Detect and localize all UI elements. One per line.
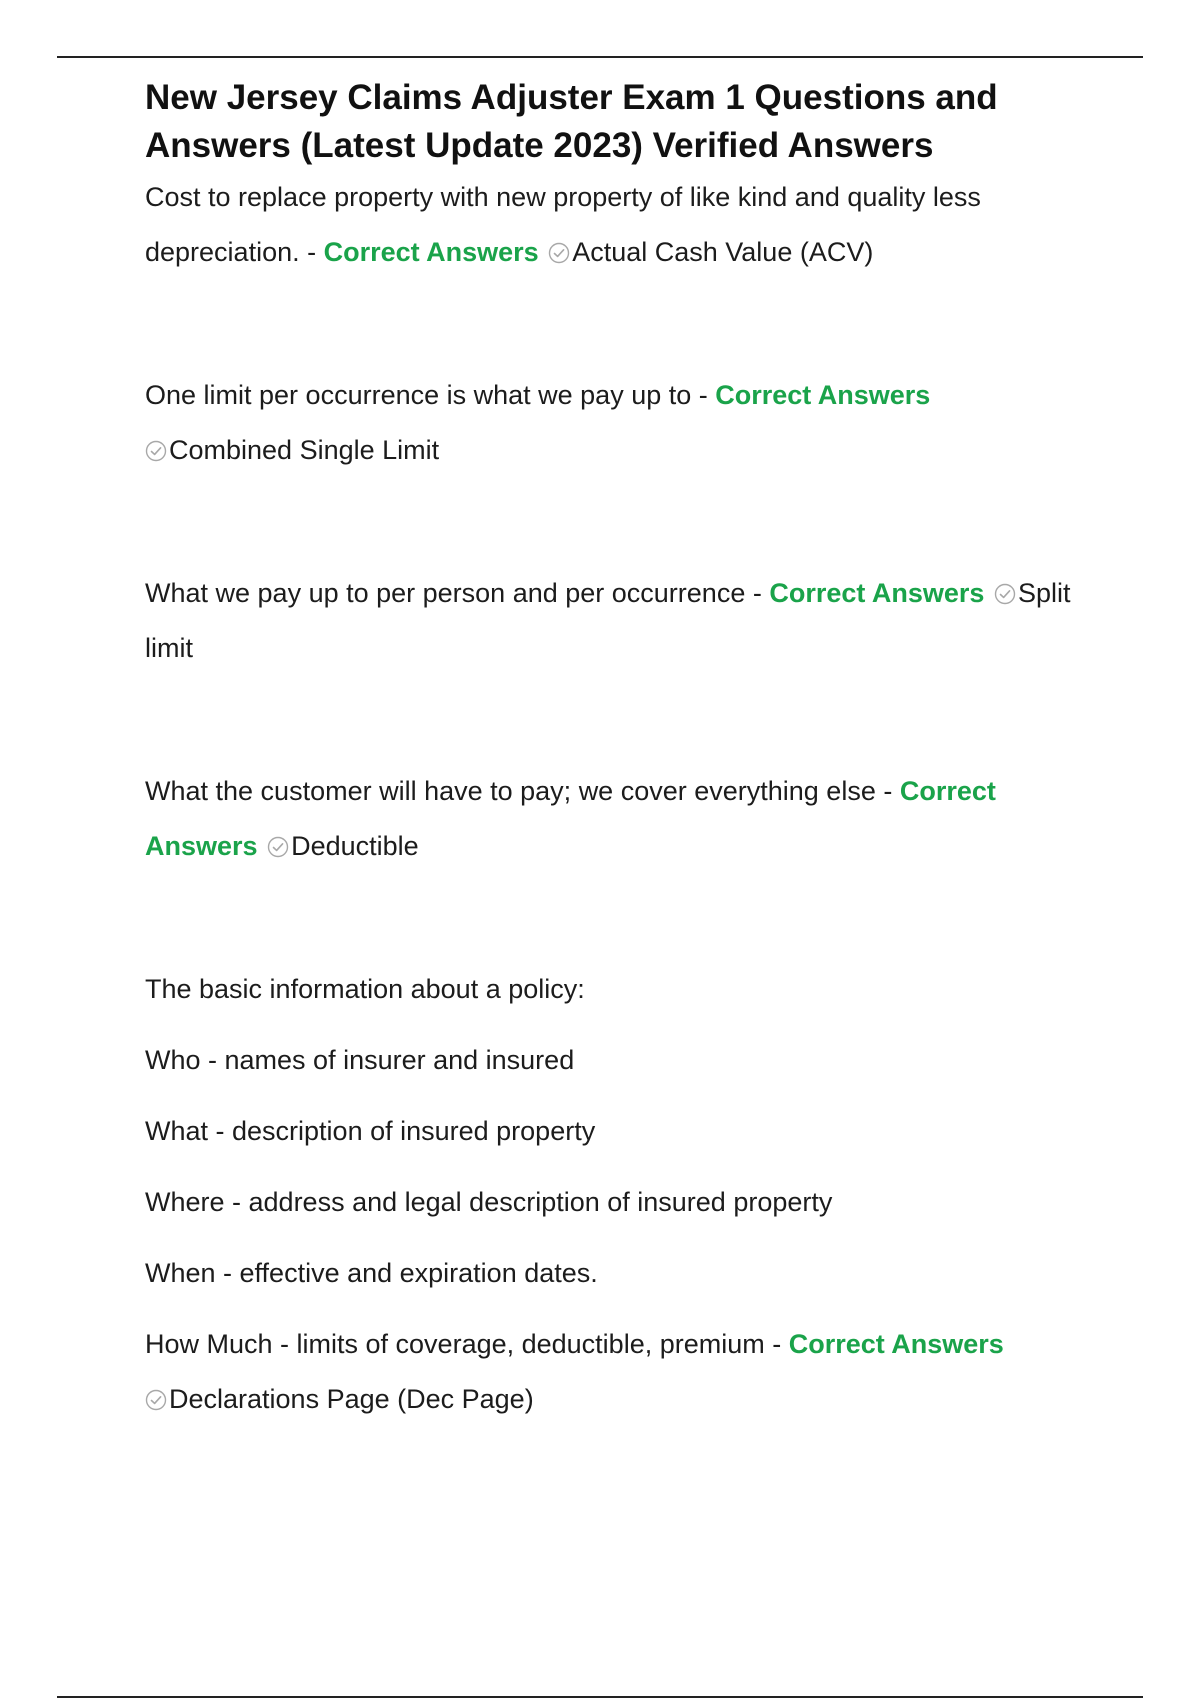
answer-text: Declarations Page (Dec Page) bbox=[169, 1384, 534, 1414]
separator: - bbox=[745, 578, 770, 608]
separator: - bbox=[875, 776, 900, 806]
dec-page-line-who: Who - names of insurer and insured bbox=[145, 1045, 575, 1075]
qa-item-2 bbox=[145, 368, 1105, 478]
separator: - bbox=[764, 1329, 789, 1359]
document-body bbox=[145, 74, 1105, 1427]
answer-text: Split limit bbox=[145, 578, 1071, 663]
correct-answers-label: Correct Answers bbox=[769, 578, 985, 608]
correct-answers-label: Correct Answers bbox=[788, 1329, 1004, 1359]
dec-page-item bbox=[145, 962, 1105, 1427]
qa-item-1 bbox=[145, 170, 1105, 280]
bottom-rule bbox=[57, 1696, 1143, 1698]
dec-page-intro: The basic information about a policy: bbox=[145, 974, 585, 1004]
question-text: Cost to replace property with new property of like kind and quality less depreciation. bbox=[145, 182, 981, 267]
separator: - bbox=[299, 237, 324, 267]
question-text: How Much - limits of coverage, deductible, premium bbox=[145, 1329, 765, 1359]
check-circle-icon bbox=[145, 1389, 167, 1411]
correct-answers-label: Correct Answers bbox=[145, 776, 996, 861]
dec-page-line-what: What - description of insured property bbox=[145, 1116, 596, 1146]
question-text: What the customer will have to pay; we cover everything else bbox=[145, 776, 876, 806]
dec-page-line-when: When - effective and expiration dates. bbox=[145, 1258, 598, 1288]
correct-answers-label: Correct Answers bbox=[323, 237, 539, 267]
dec-page-line-where: Where - address and legal description of insured property bbox=[145, 1187, 833, 1217]
dec-page-question bbox=[145, 1317, 1105, 1427]
check-circle-icon bbox=[548, 242, 570, 264]
qa-item-4 bbox=[145, 764, 1105, 874]
question-text: What we pay up to per person and per occurrence bbox=[145, 578, 746, 608]
question-text: One limit per occurrence is what we pay up to bbox=[145, 380, 692, 410]
check-circle-icon bbox=[145, 440, 167, 462]
check-circle-icon bbox=[267, 836, 289, 858]
check-circle-icon bbox=[994, 583, 1016, 605]
document-title: New Jersey Claims Adjuster Exam 1 Questions and Answers (Latest Update 2023) Verified Answers bbox=[145, 78, 998, 165]
answer-text: Combined Single Limit bbox=[169, 435, 440, 465]
answer-text: Deductible bbox=[291, 831, 419, 861]
correct-answers-label: Correct Answers bbox=[715, 380, 931, 410]
answer-text: Actual Cash Value (ACV) bbox=[572, 237, 874, 267]
top-rule bbox=[57, 56, 1143, 58]
separator: - bbox=[691, 380, 716, 410]
qa-item-3 bbox=[145, 566, 1105, 676]
